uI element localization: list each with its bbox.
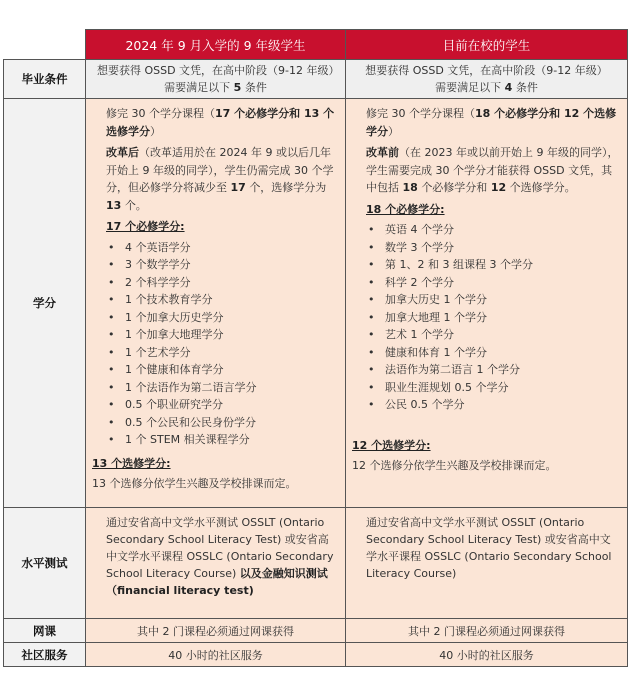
row-credits — [4, 99, 628, 508]
list-item: • 英语 4 个学分 — [368, 221, 619, 239]
elective-text-current: 12 个选修分依学生兴趣及学校排课而定。 — [352, 459, 557, 472]
literacy-grade9 — [86, 508, 346, 619]
row-label-literacy: 水平测试 — [4, 508, 86, 619]
list-item: • 加拿大地理 1 个学分 — [368, 309, 619, 327]
graduation-grade9-text: 想要获得 OSSD 文凭，在高中阶段（9-12 年级）需要满足以下 — [96, 64, 335, 94]
list-item: • 1 个艺术学分 — [108, 344, 337, 362]
list-item: • 1 个健康和体育学分 — [108, 361, 337, 379]
graduation-current-text: 想要获得 OSSD 文凭，在高中阶段（9-12 年级）需要满足以下 — [365, 64, 608, 94]
row-literacy — [4, 508, 628, 619]
graduation-grade9-suffix: 条件 — [244, 81, 267, 94]
list-item: • 加拿大历史 1 个学分 — [368, 291, 619, 309]
header-current-students: 目前在校的学生 — [346, 30, 628, 60]
online-current: 其中 2 门课程必须通过网课获得 — [346, 619, 628, 643]
header-row — [4, 30, 628, 60]
community-current: 40 小时的社区服务 — [346, 643, 628, 667]
credits-grade9-intro: 修完 30 个学分课程（17 个必修学分和 13 个选修学分） — [106, 107, 335, 138]
elective-title-grade9: 13 个选修学分: — [92, 456, 171, 470]
list-item: • 4 个英语学分 — [108, 239, 337, 257]
list-item: • 职业生涯规划 0.5 个学分 — [368, 379, 619, 397]
list-item: • 0.5 个公民和公民身份学分 — [108, 414, 337, 432]
credits-current-intro: 修完 30 个学分课程（18 个必修学分和 12 个选修学分） — [366, 107, 617, 138]
list-item: • 1 个加拿大地理学分 — [108, 326, 337, 344]
compulsory-list-current — [366, 221, 619, 414]
list-item: • 健康和体育 1 个学分 — [368, 344, 619, 362]
list-item: • 1 个法语作为第二语言学分 — [108, 379, 337, 397]
list-item: • 法语作为第二语言 1 个学分 — [368, 361, 619, 379]
list-item: • 科学 2 个学分 — [368, 274, 619, 292]
list-item: • 第 1、2 和 3 组课程 3 个学分 — [368, 256, 619, 274]
community-grade9: 40 小时的社区服务 — [86, 643, 346, 667]
list-item: • 1 个 STEM 相关课程学分 — [108, 431, 337, 449]
credits-grade9 — [86, 99, 346, 508]
header-grade9-2024: 2024 年 9 月入学的 9 年级学生 — [86, 30, 346, 60]
literacy-grade9-text: 通过安省高中文学水平测试 OSSLT (Ontario Secondary School Literacy Test) 或安省高中文学水平课程 OSSLC (Ontario Secondary School Literacy Course) — [106, 516, 334, 580]
compulsory-title-current: 18 个必修学分: — [366, 202, 445, 216]
list-item: • 艺术 1 个学分 — [368, 326, 619, 344]
row-label-credits: 学分 — [4, 99, 86, 508]
list-item: • 2 个科学学分 — [108, 274, 337, 292]
row-label-graduation: 毕业条件 — [4, 60, 86, 99]
credits-grade9-reform: 改革后（改革适用於在 2024 年 9 或以后几年开始上 9 年级的同学），学生仍需完成 30 个学分，但必修学分将减少至 17 个，选修学分为 13 个。 — [106, 146, 334, 212]
list-item: • 1 个技术教育学分 — [108, 291, 337, 309]
elective-title-current: 12 个选修学分: — [352, 438, 431, 452]
list-item: • 3 个数学学分 — [108, 256, 337, 274]
row-community — [4, 643, 628, 667]
graduation-current-count: 4 — [504, 81, 513, 94]
row-label-online: 网课 — [4, 619, 86, 643]
compulsory-title-grade9: 17 个必修学分: — [106, 220, 185, 233]
row-label-community: 社区服务 — [4, 643, 86, 667]
requirements-table — [3, 29, 628, 667]
literacy-current: 通过安省高中文学水平测试 OSSLT (Ontario Secondary School Literacy Test) 或安省高中文学水平课程 OSSLC (Ontario Secondary School Literacy Course) — [346, 508, 628, 619]
online-grade9: 其中 2 门课程必须通过网课获得 — [86, 619, 346, 643]
header-corner — [4, 30, 86, 60]
compulsory-list-grade9 — [106, 239, 337, 449]
list-item: • 公民 0.5 个学分 — [368, 396, 619, 414]
row-graduation — [4, 60, 628, 99]
literacy-grade9-financial: 以及金融知识测试（financial literacy test) — [106, 567, 328, 597]
graduation-current — [346, 60, 628, 99]
graduation-current-suffix: 条件 — [515, 81, 538, 94]
credits-current-reform: 改革前（在 2023 年或以前开始上 9 年级的同学），学生需要完成 30 个学分才能获得 OSSD 文凭，其中包括 18 个必修学分和 12 个选修学分。 — [366, 146, 619, 194]
credits-current — [346, 99, 628, 508]
row-online — [4, 619, 628, 643]
list-item: • 1 个加拿大历史学分 — [108, 309, 337, 327]
list-item: • 0.5 个职业研究学分 — [108, 396, 337, 414]
graduation-grade9-count: 5 — [233, 81, 242, 94]
elective-text-grade9: 13 个选修分依学生兴趣及学校排课而定。 — [92, 477, 297, 490]
list-item: • 数学 3 个学分 — [368, 239, 619, 257]
graduation-grade9 — [86, 60, 346, 99]
